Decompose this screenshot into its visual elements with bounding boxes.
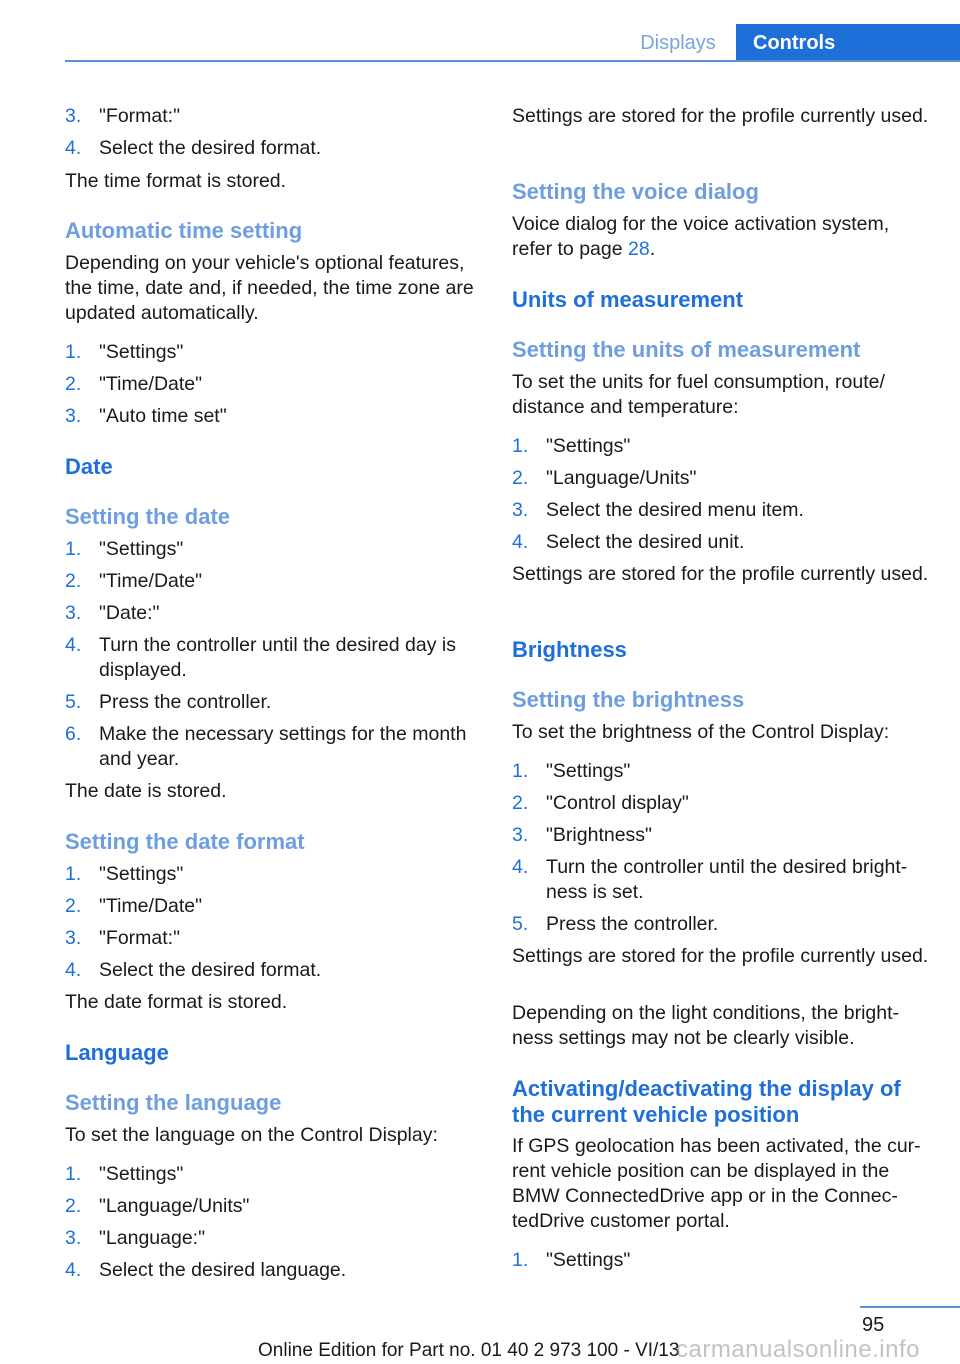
paragraph: To set the brightness of the Control Display: <box>512 721 890 743</box>
list-item: 4. Turn the controller until the desired day is displayed. <box>65 634 456 681</box>
list-item: 4. Select the desired unit. <box>512 531 745 553</box>
page-link[interactable]: 28 <box>628 238 650 260</box>
list-item: 4. Select the desired format. <box>65 959 322 981</box>
paragraph: To set the units for fuel consumption, route/ distance and temperature: <box>512 371 885 418</box>
section-subheading: Setting the voice dialog <box>512 179 759 204</box>
list-item: 3. "Format:" <box>65 105 181 127</box>
section-heading: Brightness <box>512 637 627 662</box>
list-item: 2. "Time/Date" <box>65 895 203 917</box>
paragraph: To set the language on the Control Display: <box>65 1124 438 1146</box>
section-subheading: Setting the date <box>65 504 231 529</box>
section-subheading: Setting the language <box>65 1090 282 1115</box>
tab-controls: Controls <box>736 24 960 62</box>
list-item: 3. "Language:" <box>65 1227 206 1249</box>
list-item: 3. "Brightness" <box>512 824 652 846</box>
paragraph: The date format is stored. <box>65 991 288 1013</box>
paragraph: Depending on your vehicle's optional features, the time, date and, if needed, the time zone are updated automatically. <box>65 252 474 324</box>
list-item: 3. "Format:" <box>65 927 181 949</box>
section-heading: Units of measurement <box>512 287 744 312</box>
list-item: 4. Select the desired language. <box>65 1259 347 1281</box>
section-subheading: Setting the units of measurement <box>512 337 861 362</box>
list-item: 2. "Control display" <box>512 792 689 814</box>
list-item: 2. "Time/Date" <box>65 373 203 395</box>
section-subheading: Setting the date format <box>65 829 305 854</box>
paragraph: Settings are stored for the profile currently used. <box>512 945 929 967</box>
section-heading: Activating/deactivating the display of the current vehicle position <box>512 1076 901 1127</box>
list-item: 3. "Date:" <box>65 602 160 624</box>
list-item: 1. "Settings" <box>65 341 184 363</box>
section-subheading: Automatic time setting <box>65 218 303 243</box>
paragraph: Settings are stored for the profile currently used. <box>512 105 929 127</box>
list-item: 1. "Settings" <box>65 863 184 885</box>
tab-displays: Displays <box>640 32 716 54</box>
list-item: 2. "Time/Date" <box>65 570 203 592</box>
list-item: 1. "Settings" <box>65 1163 184 1185</box>
list-item: 1. "Settings" <box>512 1249 631 1271</box>
list-item: 2. "Language/Units" <box>65 1195 250 1217</box>
list-item: 6. Make the necessary settings for the month and year. <box>65 723 467 770</box>
list-item: 1. "Settings" <box>65 538 184 560</box>
list-item: 5. Press the controller. <box>65 691 272 713</box>
footer-divider <box>860 1306 960 1308</box>
list-item: 3. "Auto time set" <box>65 405 227 427</box>
list-item: 1. "Settings" <box>512 760 631 782</box>
section-subheading: Setting the brightness <box>512 687 745 712</box>
section-heading: Language <box>65 1040 169 1065</box>
list-item: 4. Turn the controller until the desired bright‐ ness is set. <box>512 856 908 903</box>
list-item: 5. Press the controller. <box>512 913 719 935</box>
paragraph: Voice dialog for the voice activation system, refer to page 28. <box>512 213 890 260</box>
paragraph: If GPS geolocation has been activated, the cur‐ rent vehicle position can be displayed in the BMW ConnectedDrive app or in the Connec‐ tedDrive customer portal. <box>512 1135 921 1232</box>
list-item: 2. "Language/Units" <box>512 467 697 489</box>
paragraph: Settings are stored for the profile currently used. <box>512 563 929 585</box>
header-divider <box>65 60 960 62</box>
list-item: 3. Select the desired menu item. <box>512 499 804 521</box>
paragraph: The date is stored. <box>65 780 227 802</box>
watermark: carmanualsonline.info <box>676 1336 920 1363</box>
list-item: 4. Select the desired format. <box>65 137 322 159</box>
list-item: 1. "Settings" <box>512 435 631 457</box>
page-number: 95 <box>862 1314 885 1336</box>
paragraph: Depending on the light conditions, the bright‐ ness settings may not be clearly visible. <box>512 1002 900 1049</box>
edition-text: Online Edition for Part no. 01 40 2 973 100 - VI/13 <box>258 1340 680 1361</box>
section-heading: Date <box>65 454 113 479</box>
paragraph: The time format is stored. <box>65 170 287 192</box>
